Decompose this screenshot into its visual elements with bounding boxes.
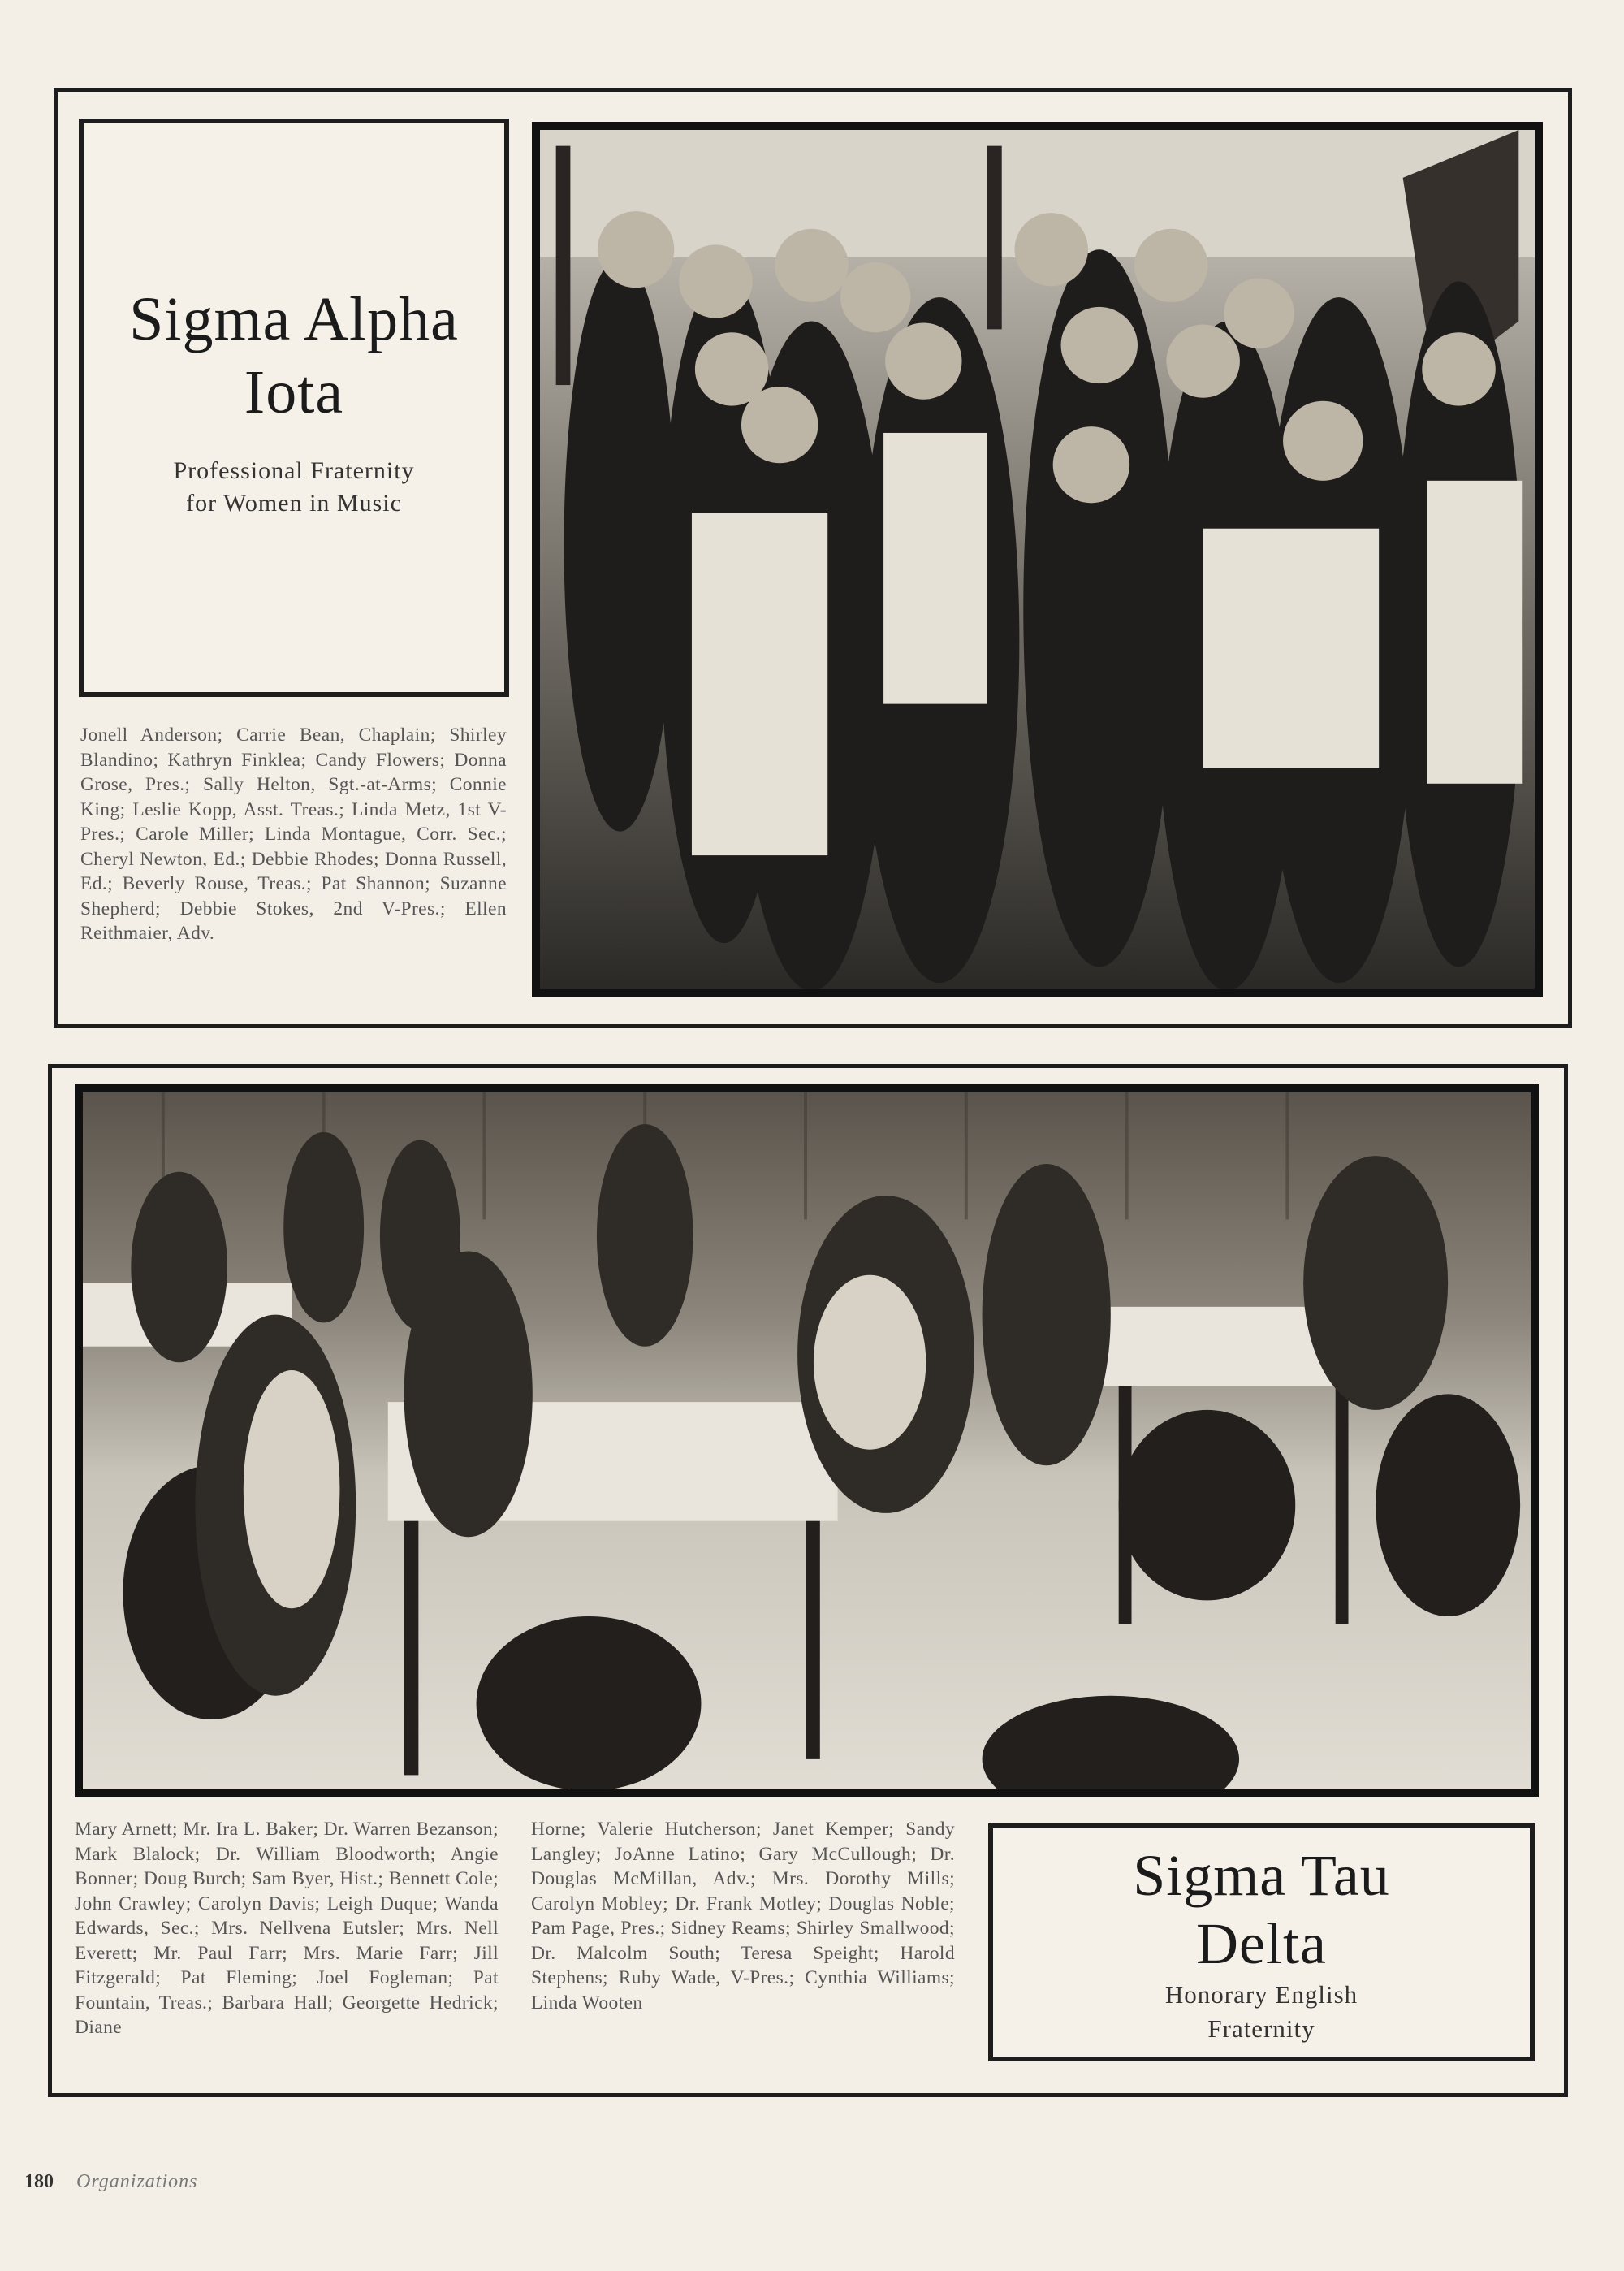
section-title-line2: Delta — [1196, 1911, 1327, 1976]
subtitle: Professional Fraternity — [173, 457, 415, 484]
section-title: Sigma Tau — [1133, 1843, 1390, 1908]
member-list-column-1: Mary Arnett; Mr. Ira L. Baker; Dr. Warren Bezanson; Mark Blalock; Dr. William Bloodworth; Angie Bonner; Doug Burch; Sam Byer, Hist.; Bennett Cole; John Crawley; Carolyn Davis; Leigh Duque; Wanda Edwards, Sec.; Mrs. Nellvena Eutsler; Mrs. Nell Everett; Mr. Paul Farr; Mrs. Marie Farr; Jill Fitzgerald; Pat Fleming; Joel Fogleman; Pat Fountain, Treas.; Barbara Hall; Georgette Hedrick; Diane — [75, 1819, 499, 2038]
meeting-photo — [75, 1084, 1539, 1797]
page-title: Sigma Alpha — [129, 285, 459, 353]
sigma-alpha-iota-title-box — [79, 119, 509, 697]
group-photo-image — [540, 130, 1535, 989]
subtitle-line2: for Women in Music — [186, 490, 402, 517]
section-subtitle-line2: Fraternity — [1207, 2014, 1315, 2043]
page-number: 180 — [24, 2171, 54, 2192]
member-list: Jonell Anderson; Carrie Bean, Chaplain; Shirley Blandino; Kathryn Finklea; Candy Flowers; Donna Grose, Pres.; Sally Helton, Sgt.-at-Arms; Connie King; Leslie Kopp, Asst. Treas.; Linda Metz, 1st V-Pres.; Carole Miller; Linda Montague, Corr. Sec.; Cheryl Newton, Ed.; Debbie Rhodes; Donna Russell, Ed.; Beverly Rouse, Treas.; Pat Shannon; Suzanne Shepherd; Debbie Stokes, 2nd V-Pres.; Ellen Reithmaier, Adv. — [80, 725, 507, 944]
page-title-line2: Iota — [244, 358, 344, 426]
section-subtitle: Honorary English — [1164, 1980, 1358, 2009]
group-photo — [532, 122, 1543, 997]
section-name: Organizations — [76, 2171, 198, 2192]
page-footer — [24, 2171, 197, 2193]
member-list-column-2: Horne; Valerie Hutcherson; Janet Kemper; Sandy Langley; JoAnne Latino; Gary McCullough; Dr. Douglas McMillan, Adv.; Mrs. Dorothy Mills; Carolyn Mobley; Dr. Frank Motley; Douglas Noble; Pam Page, Pres.; Sidney Reams; Shirley Smallwood; Dr. Malcolm South; Teresa Speight; Harold Stephens; Ruby Wade, V-Pres.; Cynthia Williams; Linda Wooten — [531, 1819, 955, 2014]
sigma-tau-delta-title-box — [988, 1823, 1535, 2061]
meeting-photo-image — [83, 1092, 1531, 1789]
